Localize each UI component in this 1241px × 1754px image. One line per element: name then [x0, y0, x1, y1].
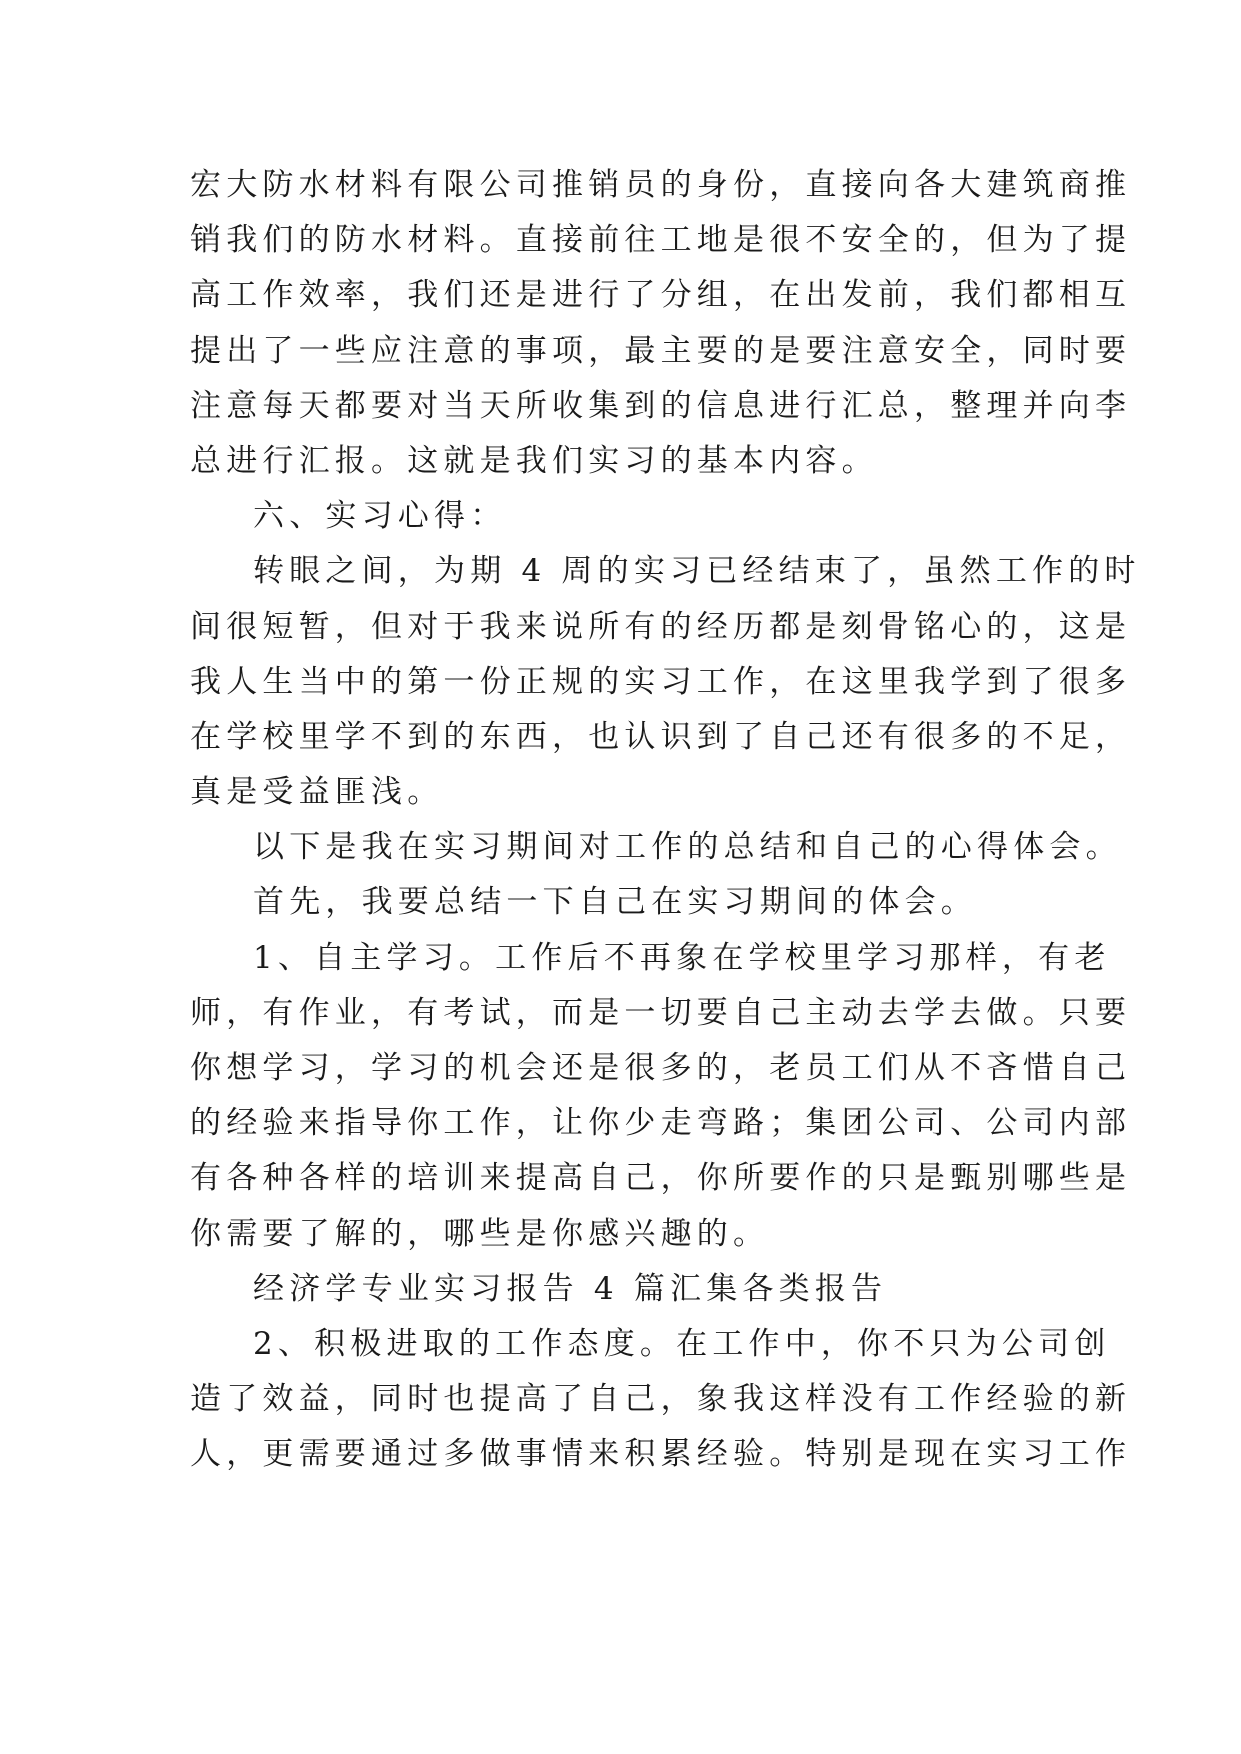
- text-line: 的经验来指导你工作，让你少走弯路；集团公司、公司内部: [190, 1105, 1132, 1142]
- text-line: 造了效益，同时也提高了自己，象我这样没有工作经验的新: [190, 1381, 1132, 1418]
- text-line: 你需要了解的，哪些是你感兴趣的。: [190, 1215, 770, 1252]
- text-line: 间很短暂，但对于我来说所有的经历都是刻骨铭心的，这是: [190, 608, 1132, 645]
- text-line: 以下是我在实习期间对工作的总结和自己的心得体会。: [253, 829, 1122, 866]
- text-line: 提出了一些应注意的事项，最主要的是要注意安全，同时要: [190, 332, 1132, 369]
- inline-title: 经济学专业实习报告 4 篇汇集各类报告: [253, 1270, 888, 1307]
- text-line: 人，更需要通过多做事情来积累经验。特别是现在实习工作: [190, 1436, 1132, 1473]
- text-line: 高工作效率，我们还是进行了分组，在出发前，我们都相互: [190, 277, 1132, 314]
- text-line: 2、积极进取的工作态度。在工作中，你不只为公司创: [253, 1325, 1111, 1362]
- text-line: 宏大防水材料有限公司推销员的身份，直接向各大建筑商推: [190, 167, 1132, 203]
- text-line: 总进行汇报。这就是我们实习的基本内容。: [190, 442, 878, 479]
- text-line: 转眼之间，为期 4 周的实习已经结束了，虽然工作的时: [253, 553, 1141, 590]
- section-heading: 六、实习心得：: [253, 498, 507, 535]
- text-line: 注意每天都要对当天所收集到的信息进行汇总，整理并向李: [190, 387, 1132, 424]
- text-line: 销我们的防水材料。直接前往工地是很不安全的，但为了提: [190, 222, 1132, 259]
- text-line: 我人生当中的第一份正规的实习工作，在这里我学到了很多: [190, 663, 1132, 700]
- text-line: 在学校里学不到的东西，也认识到了自己还有很多的不足，: [190, 718, 1132, 755]
- text-line: 你想学习，学习的机会还是很多的，老员工们从不吝惜自己: [190, 1050, 1132, 1086]
- text-line: 真是受益匪浅。: [190, 774, 444, 811]
- body-text: [190, 158, 1141, 1483]
- text-line: 有各种各样的培训来提高自己，你所要作的只是甄别哪些是: [190, 1160, 1132, 1197]
- text-line: 师，有作业，有考试，而是一切要自己主动去学去做。只要: [190, 994, 1132, 1031]
- text-line: 1、自主学习。工作后不再象在学校里学习那样，有老: [253, 939, 1111, 976]
- text-line: 首先，我要总结一下自己在实习期间的体会。: [253, 884, 977, 921]
